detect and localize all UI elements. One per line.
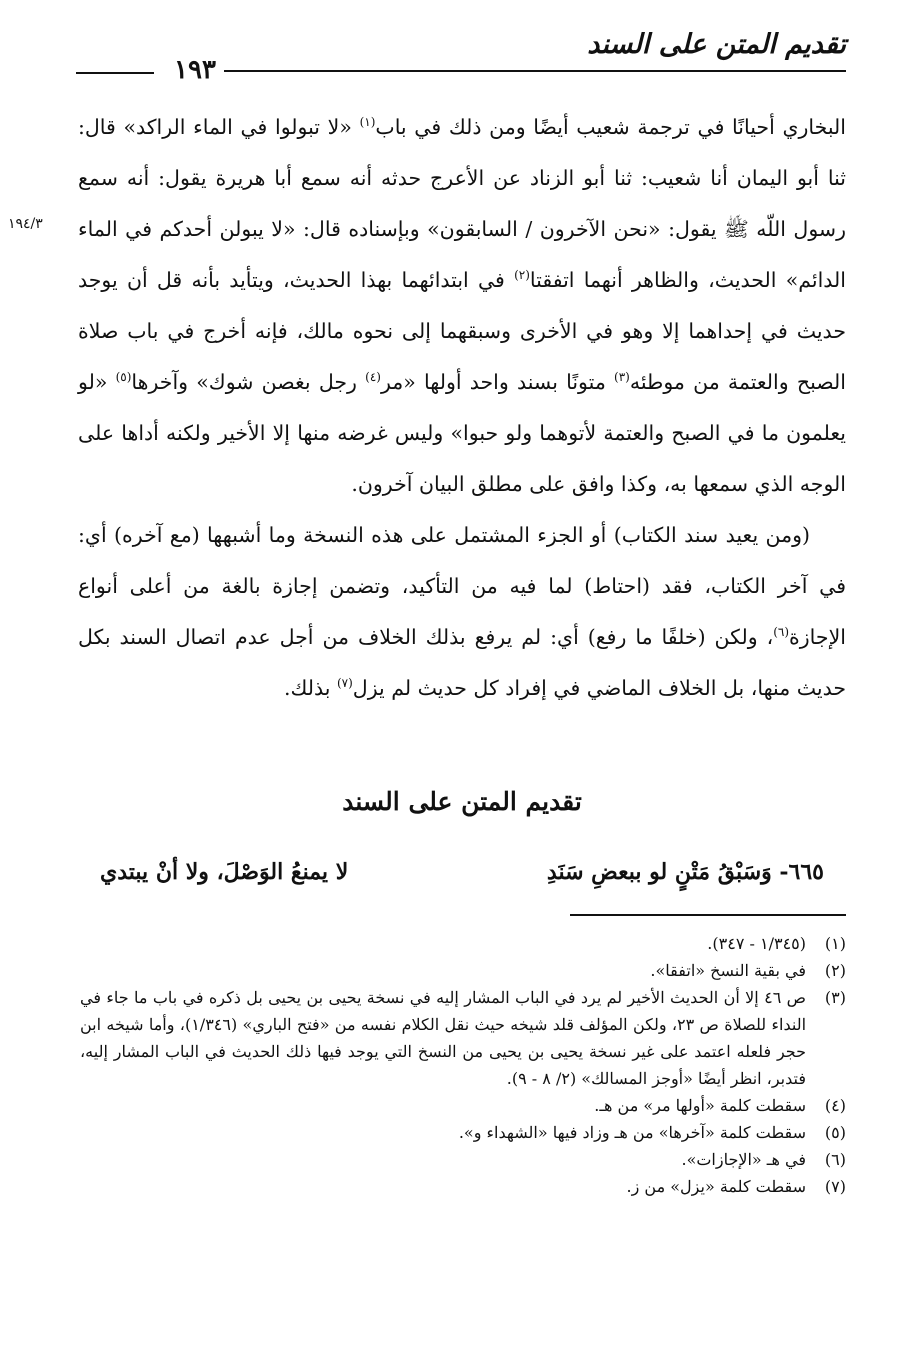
footnote: (٥)سقطت كلمة «آخرها» من هـ وزاد فيها «الشهداء و». [458,1123,846,1142]
footnote-ref: (٢) [514,268,530,283]
footnote: (٦)في هـ «الإجازات». [681,1150,846,1169]
verse-second-hemistich: لا يمنعُ الوَصْلَ، ولا أنْ يبتدي [100,859,349,885]
footnote-ref: (٤) [365,370,381,385]
footnote: (١)(١/٣٤٥ - ٣٤٧). [707,934,846,953]
header-rule-left [76,72,154,74]
footnote-ref: (٣) [614,370,630,385]
verse-first-hemistich: ٦٦٥- وَسَبْقُ مَتْنٍ لو ببعضِ سَنَدِ [546,859,824,885]
footnote: (٧)سقطت كلمة «يزل» من ز. [626,1177,846,1196]
section-heading: تقديم المتن على السند [342,787,582,816]
verse-line [100,850,824,894]
paragraph-2: (ومن يعيد سند الكتاب) أو الجزء المشتمل على هذه النسخة وما أشبهها (مع آخره) أي: في آخر الكتاب، فقد (احتاط) لما فيه من التأكيد، وتضمن إجازة بالغة من أعلى أنواع الإجازة$^{(٦)}$، ولكن (خلفًا ما رفع) أي: لم يرفع بذلك الخلاف من أجل عدم اتصال السند بكل حديث منها، بل الخلاف الماضي في إفراد كل حديث لم يزل$^{(٧)}$ بذلك. [78,523,846,700]
footnote: (٢)في بقية النسخ «اتفقا». [650,961,846,980]
footnote-ref: (١) [359,115,376,130]
footnote-rule [570,914,846,916]
footnote: (٤)سقطت كلمة «أولها مر» من هـ. [594,1096,846,1115]
header-rule [224,70,846,72]
footnote-ref: (٧) [336,676,353,691]
footnote: (٣)ص ٤٦ إلا أن الحديث الأخير لم يرد في الباب المشار إليه في نسخة يحيى بن يحيى بل ذكره في باب ما جاء في النداء للصلاة ص ٢٣، ولكن المؤلف قلد شيخه حيث نقل الكلام نفسه من «فتح الباري» (١/٣٤٦)، وأما شيخه ابن حجر فلعله اعتمد على غير نسخة يحيى بن يحيى من النسخ التي يوجد فيها ذلك الحديث في الباب المشار إليه، فتدبر، انظر أيضًا «أوجز المسالك» (٢/ ٨ - ٩). [80,988,846,1088]
footnote-ref: (٦) [773,625,790,640]
paragraph-1: البخاري أحيانًا في ترجمة شعيب أيضًا ومن ذلك في باب$^{(١)}$ «لا تبولوا في الماء الراكد» قال: ثنا أبو اليمان أنا شعيب: ثنا أبو الزناد عن الأعرج حدثه أنه سمع أبا هريرة يقول: أنه سمع رسول اللّه ﷺ يقول: «نحن الآخرون / السابقون» وبإسناده قال: «لا يبولن أحدكم في الماء الدائم» الحديث، والظاهر أنهما اتفقتا$^{(٢)}$ في ابتدائهما بهذا الحديث، ويتأيد بأنه قل أن يوجد حديث في إحداهما إلا وهو في الأخرى وسبقهما إلى نحوه مالك، فإنه أخرج في باب صلاة الصبح والعتمة من موطئه$^{(٣)}$ متونًا بسند واحد أولها «مر$^{(٤)}$ رجل بغصن شوك» وآخرها$^{(٥)}$ «لو يعلمون ما في الصبح والعتمة لأتوهما ولو حبوا» وليس غرضه منها إلا الأخير ولكنه أداها على الوجه الذي سمعها به، وكذا وافق على مطلق البيان آخرون. [78,115,846,496]
footnotes [80,930,846,1200]
margin-note: ١٩٤/٣ [8,216,43,232]
main-text [78,102,846,714]
footnote-ref: (٥) [115,370,132,385]
page-number: ١٩٣ [174,55,216,85]
running-title: تقديم المتن على السند [587,29,846,60]
